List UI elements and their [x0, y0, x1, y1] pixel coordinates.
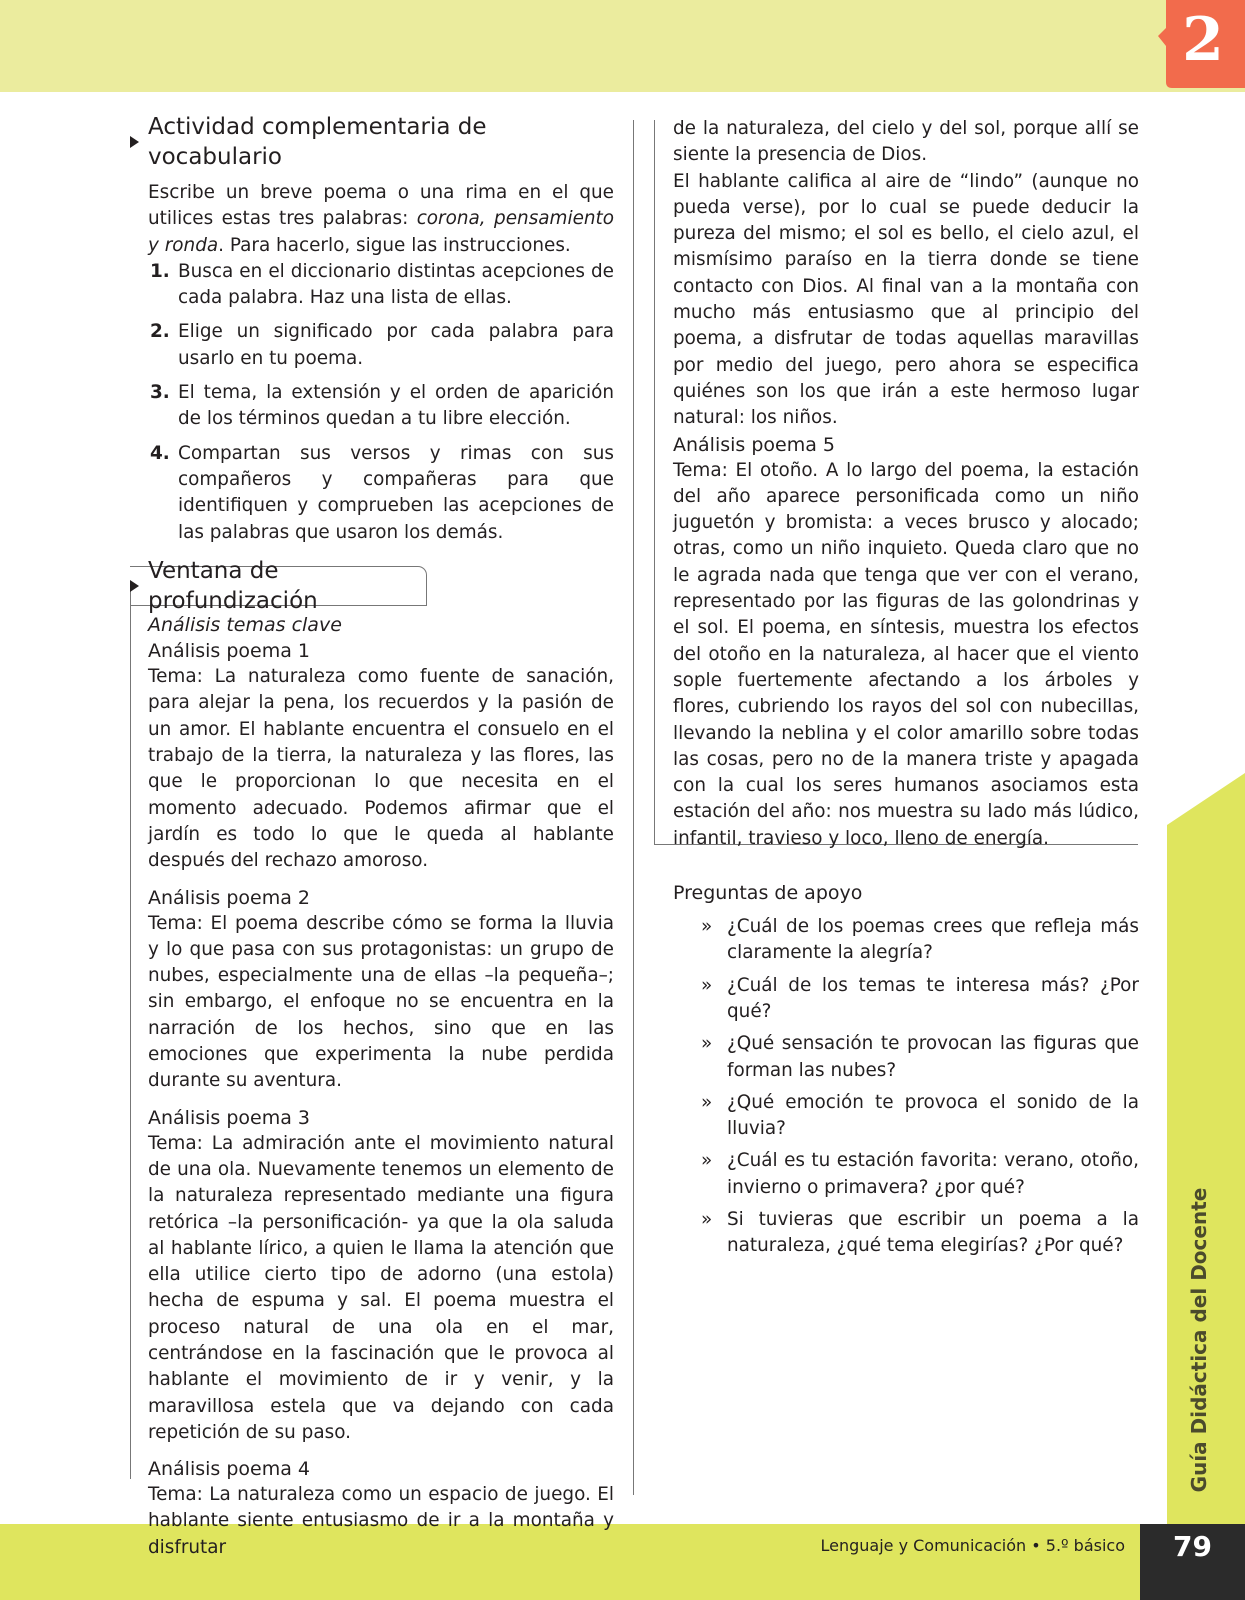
activity-heading — [130, 112, 614, 172]
page-number: 79 — [1173, 1530, 1212, 1563]
poem-heading: Análisis poema 5 — [673, 433, 836, 456]
triangle-bullet-icon — [130, 136, 139, 148]
list-item: » ¿Cuál de los poemas crees que refleja más claramente la alegría? — [701, 916, 1139, 964]
list-item: 2. Elige un significado por cada palabra para usarlo en tu poema. — [150, 321, 614, 369]
poem-text: Tema: La naturaleza como un espacio de juego. El hablante siente entusiasmo de ir a la montaña y disfrutar — [148, 1484, 614, 1558]
right-column — [673, 116, 1139, 1266]
chevron-bullet-icon: » — [701, 916, 713, 938]
window-heading-box — [130, 557, 427, 614]
footer-text: Lenguaje y Comunicación • 5.º básico — [820, 1536, 1125, 1555]
support-questions — [673, 880, 1139, 1260]
center-column-rule — [633, 120, 634, 1495]
poem-analysis-3 — [148, 1105, 614, 1447]
unit-number: 2 — [1182, 5, 1224, 75]
list-item: 1. Busca en el diccionario distintas acepciones de cada palabra. Haz una lista de ellas. — [150, 260, 614, 309]
activity-words: corona, pensamiento y ronda — [148, 208, 614, 256]
list-item: » ¿Cuál es tu estación favorita: verano, otoño, invierno o primavera? ¿por qué? — [701, 1150, 1139, 1198]
chevron-bullet-icon: » — [701, 974, 713, 996]
poem-analysis-2 — [148, 885, 614, 1095]
chevron-bullet-icon: » — [701, 1033, 713, 1055]
list-item: » ¿Qué sensación te provocan las figuras que forman las nubes? — [701, 1033, 1139, 1081]
poem-text: Tema: El otoño. A lo largo del poema, la estación del año aparece personificada como un niño juguetón y bromista: a veces brusco y alocado; otras, como un niño inquieto. Queda claro que no le agrada nada que tenga que ver con el verano, representado por las figuras de las golondrinas y el sol. El poema, en síntesis, muestra los efectos del otoño en la naturaleza, al hacer que el viento sople fuertemente afectando a los árboles y flores, cubriendo los rayos del sol con nubecillas, llevando la neblina y el color amarillo sobre todas las cosas, pero no de la manera triste y apagada con la cual los seres humanos asociamos esta estación del año: nos muestra su lado más lúdico, infantil, travieso y loco, lleno de energía. — [673, 459, 1139, 849]
poem-analysis-1 — [148, 638, 614, 874]
list-item: 3. El tema, la extensión y el orden de aparición de los términos quedan a tu libre elección. — [150, 382, 614, 430]
list-item: » Si tuvieras que escribir un poema a la naturaleza, ¿qué tema elegirías? ¿Por qué? — [701, 1208, 1139, 1257]
question-list — [673, 914, 1139, 1260]
window-title: Ventana de profundización — [148, 557, 318, 614]
header-band — [0, 0, 1245, 92]
triangle-bullet-icon — [130, 580, 139, 592]
poem-4-continuation: de la naturaleza, del cielo y del sol, porque allí se siente la presencia de Dios. — [673, 118, 1139, 166]
list-item: » ¿Cuál de los temas te interesa más? ¿Por qué? — [701, 974, 1139, 1022]
list-item: 4. Compartan sus versos y rimas con sus compañeros y compañeras para que identifiquen y comprueben las acepciones de las palabras que usaron los demás. — [150, 442, 614, 543]
poem-analysis-5 — [673, 432, 1139, 852]
poem-heading: Análisis poema 4 — [148, 1458, 311, 1481]
poem-heading: Análisis poema 3 — [148, 1106, 311, 1129]
activity-title: Actividad complementaria de vocabulario — [148, 114, 487, 170]
poem-heading: Análisis poema 1 — [148, 640, 311, 663]
poem-4-paragraph: El hablante califica al aire de “lindo” (aunque no pueda verse), por lo cual se puede deducir la pureza del mismo; el sol es bello, el cielo azul, el mismísimo paraíso en la tierra donde se tiene contacto con Dios. Al final van a la montaña con mucho más entusiasmo que al principio del poema, a disfrutar de todas aquellas maravillas por medio del juego, pero ahora se especifica quiénes son los que irán a este hermoso lugar natural: los niños. — [673, 170, 1139, 429]
right-box-rule — [654, 120, 655, 844]
window-subtitle: Análisis temas clave — [148, 613, 342, 636]
chevron-bullet-icon: » — [701, 1208, 713, 1230]
support-heading: Preguntas de apoyo — [673, 882, 863, 905]
poem-heading: Análisis poema 2 — [148, 886, 311, 909]
poem-analysis-4 — [148, 1456, 614, 1561]
left-column — [148, 112, 614, 1571]
list-item: » ¿Qué emoción te provoca el sonido de la lluvia? — [701, 1091, 1139, 1140]
chevron-bullet-icon: » — [701, 1150, 713, 1172]
poem-text: Tema: La naturaleza como fuente de sanación, para alejar la pena, los recuerdos y la pasión de un amor. El hablante encuentra el consuelo en el trabajo de la tierra, la naturaleza y las flores, las que le proporcionan lo que necesita en el momento adecuado. Podemos afirmar que el jardín es todo lo que le queda al hablante después del rechazo amoroso. — [148, 666, 614, 872]
activity-steps — [148, 259, 614, 546]
activity-intro: Escribe un breve poema o una rima en el que utilices estas tres palabras: corona, pensamiento y ronda. Para hacerlo, sigue las instrucciones. — [148, 182, 614, 256]
poem-text: Tema: La admiración ante el movimiento natural de una ola. Nuevamente tenemos un elemento de la naturaleza representado mediante una figura retórica –la personificación- ya que la ola saluda al hablante lírico, a quien le llama la atención que ella utilice cierto tipo de adorno (una estola) hecha de espuma y sal. El poema muestra el proceso natural de una ola en el mar, centrándose en la fascinación que le provoca al hablante el movimiento de ir y venir, y la maravillosa estela que va dejando con cada repetición de su paso. — [148, 1132, 614, 1443]
left-column-rule — [130, 591, 131, 1479]
chevron-bullet-icon: » — [701, 1091, 713, 1113]
poem-text: Tema: El poema describe cómo se forma la lluvia y lo que pasa con sus protagonistas: un grupo de nubes, especialmente una de ellas –la pequeña–; sin embargo, el enfoque no se encuentra en la narración de los hechos, sino que en las emociones que experimenta la nube perdida durante su aventura. — [148, 912, 614, 1092]
